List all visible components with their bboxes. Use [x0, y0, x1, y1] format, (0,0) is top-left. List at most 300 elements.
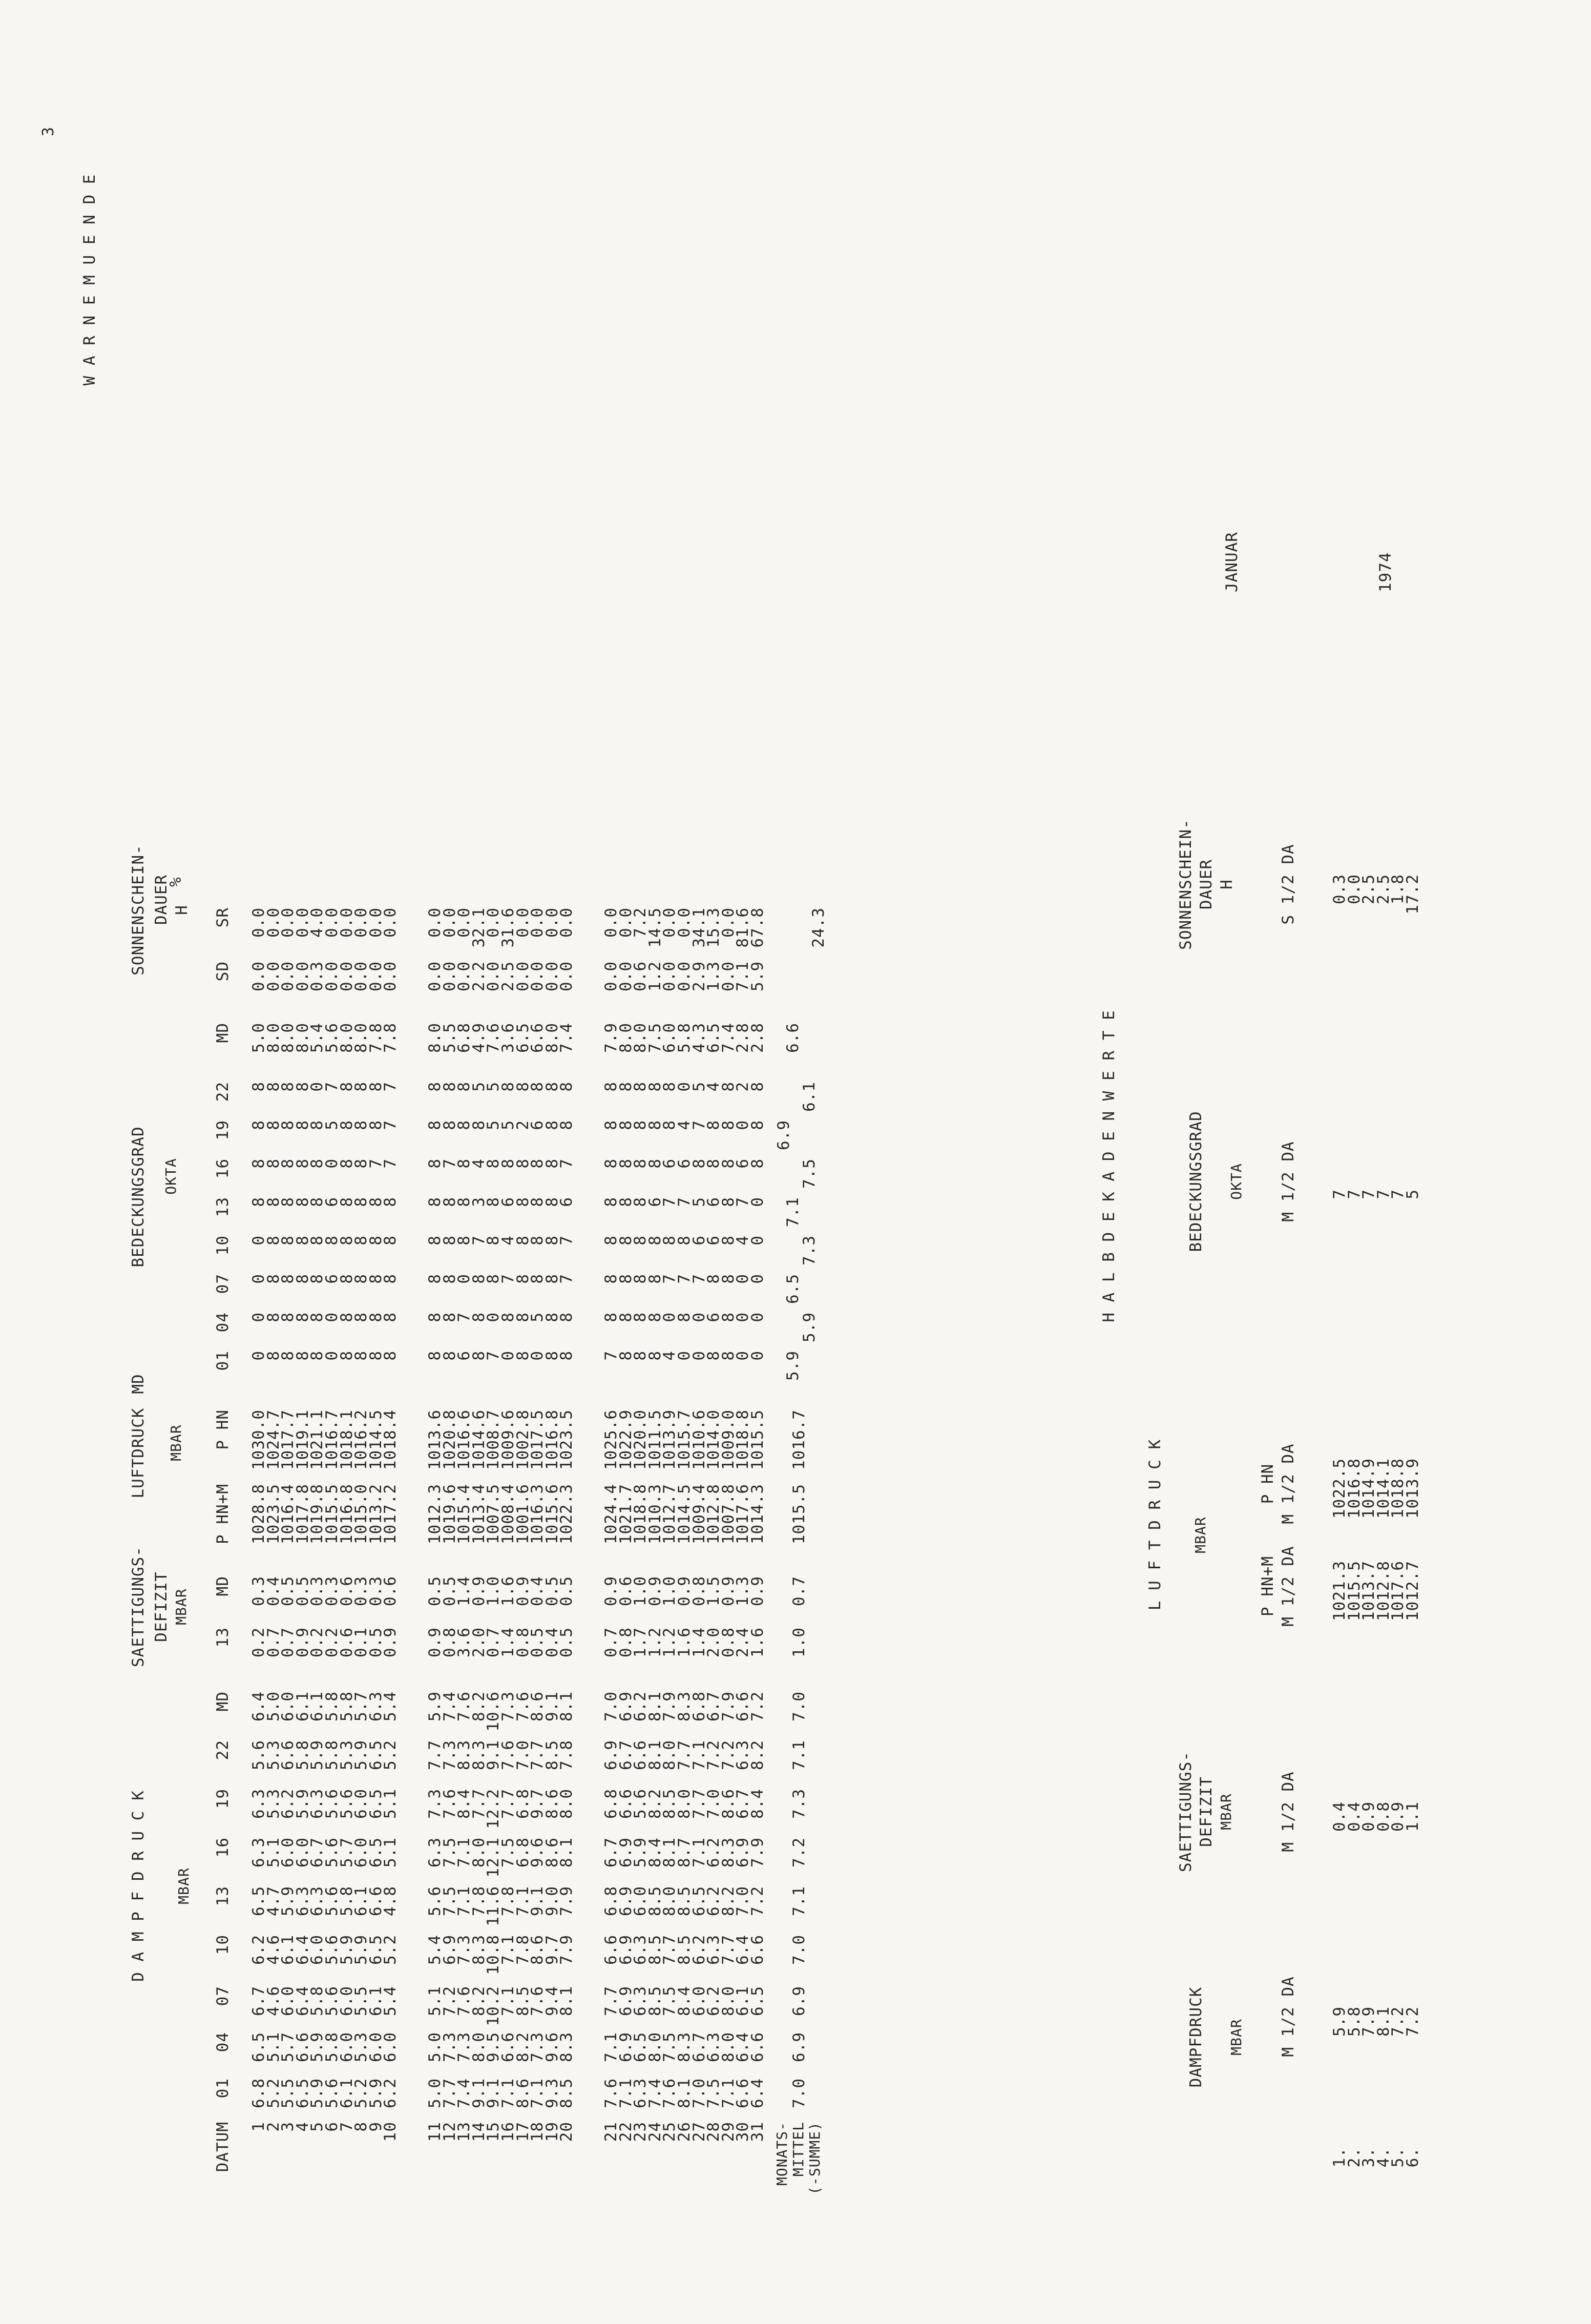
bedeckung-value: 8 [704, 1158, 723, 1169]
bedeckung-value: 0 [675, 1351, 694, 1361]
luftdruck-value: 1012.3 [426, 1484, 444, 1544]
dampfdruck-value: 6.1 [279, 1935, 298, 1965]
bedeckung-value: 8 [249, 1197, 268, 1207]
dampfdruck-value: 6.5 [293, 2078, 312, 2108]
dampfdruck-value: 5.2 [352, 2078, 371, 2108]
hd-col-phn-2: M 1/2 DA [1279, 1443, 1297, 1524]
bedeckung-value: 8 [528, 1274, 547, 1284]
sonne-value: 0.0 [660, 961, 679, 991]
bedeckung-value: 5 [528, 1312, 547, 1322]
row-datum: 19 [542, 2122, 561, 2142]
bedeckung-value: 8 [645, 1120, 664, 1130]
saett-value: 2.4 [734, 1627, 752, 1657]
luftdruck-value: 1015.6 [542, 1484, 561, 1544]
dampfdruck-value: 7.3 [455, 1935, 474, 1965]
saett-value: 0.7 [602, 1627, 620, 1657]
dampfdruck-value: 7.3 [426, 1789, 444, 1819]
bedeckung-value: 7 [660, 1274, 679, 1284]
dampfdruck-value: 7.0 [602, 1691, 620, 1721]
dampfdruck-value: 7.3 [499, 1691, 517, 1721]
dampfdruck-value: 7.7 [675, 1740, 694, 1770]
dampfdruck-value: 5.1 [264, 1837, 283, 1868]
luftdruck-value: 1023.5 [557, 1409, 576, 1470]
dampfdruck-value: 10.6 [484, 1691, 503, 1732]
hd-group-saettigungsdefizit-2: DEFIZIT [1197, 1776, 1216, 1847]
bedeckung-value: 8 [675, 1235, 694, 1246]
bedeckung-value: 6 [675, 1158, 694, 1169]
bedeckung-value: 8 [542, 1235, 561, 1246]
dampfdruck-value: 7.0 [704, 1789, 723, 1819]
luftdruck-value: 1015.5 [323, 1484, 341, 1544]
row-datum: 22 [616, 2122, 635, 2142]
dampfdruck-value: 6.8 [249, 2078, 268, 2108]
bedeckung-value: 8 [660, 1082, 679, 1092]
bedeckung-value: 8 [602, 1158, 620, 1169]
dampfdruck-value: 5.6 [323, 2078, 341, 2108]
dampfdruck-value: 6.2 [631, 1691, 650, 1721]
bedeckung-value: 8 [381, 1274, 400, 1284]
hd-unit-dampfdruck: MBAR [1228, 2019, 1245, 2056]
dampfdruck-value: 5.2 [381, 1935, 400, 1965]
bedeckung-value: 7 [366, 1158, 385, 1169]
bedeckung-value: 8 [352, 1235, 371, 1246]
dampfdruck-value: 8.3 [557, 2032, 576, 2062]
hd-dampfdruck-value: 7.2 [1389, 2006, 1408, 2037]
dampfdruck-value: 6.9 [616, 1691, 635, 1721]
dampfdruck-value: 7.7 [719, 1935, 738, 1965]
bedeckung-md-value: 8.0 [264, 1023, 283, 1053]
bedeckung-md-value: 8.0 [293, 1023, 312, 1053]
dampfdruck-value: 8.5 [675, 1935, 694, 1965]
luftdruck-value: 1016.8 [542, 1409, 561, 1470]
luftdruck-value: 1015.0 [352, 1484, 371, 1544]
dampfdruck-value: 7.4 [440, 1691, 459, 1721]
luftdruck-value: 1009.0 [719, 1409, 738, 1470]
bedeckung-value: 8 [308, 1158, 327, 1169]
dampfdruck-value: 6.9 [602, 1740, 620, 1770]
bedeckung-value: 8 [748, 1120, 767, 1130]
sonne-value: 0.0 [513, 961, 532, 991]
bedeckung-md-value: 4.9 [469, 1023, 488, 1053]
sonne-value: 81.6 [734, 907, 752, 948]
saett-value: 0.8 [513, 1627, 532, 1657]
saett-value: 0.3 [366, 1576, 385, 1606]
bedeckung-value: 8 [293, 1312, 312, 1322]
luftdruck-value: 1014.5 [366, 1409, 385, 1470]
dampfdruck-value: 5.3 [264, 1740, 283, 1770]
dampfdruck-value: 6.2 [279, 1789, 298, 1819]
luftdruck-value: 1009.4 [689, 1484, 708, 1544]
dampfdruck-value: 7.8 [557, 1740, 576, 1770]
bedeckung-value: 0 [748, 1312, 767, 1322]
saett-value: 1.7 [631, 1627, 650, 1657]
luftdruck-value: 1017.8 [293, 1484, 312, 1544]
dampfdruck-value: 5.7 [337, 1837, 356, 1868]
row-datum: 13 [455, 2122, 474, 2142]
bedeckung-value: 8 [308, 1235, 327, 1246]
saett-value: 0.3 [249, 1576, 268, 1606]
bedeckung-value: 5 [469, 1082, 488, 1092]
bedeckung-value: 8 [631, 1120, 650, 1130]
luftdruck-value: 1016.7 [323, 1409, 341, 1470]
luftdruck-value: 1015.7 [675, 1409, 694, 1470]
dampfdruck-value: 6.1 [352, 1886, 371, 1916]
bedeckung-md-value: 8.0 [542, 1023, 561, 1053]
bedeckung-value: 8 [426, 1235, 444, 1246]
dampfdruck-value: 6.7 [734, 1789, 752, 1819]
bedeckung-value: 8 [337, 1197, 356, 1207]
bedeckung-value: 6 [704, 1197, 723, 1207]
dampfdruck-value: 4.6 [264, 1986, 283, 2016]
saett-value: 0.9 [675, 1576, 694, 1606]
dampfdruck-value: 8.5 [660, 1789, 679, 1819]
dampfdruck-value: 6.3 [631, 2078, 650, 2108]
group-bedeckungsgrad: BEDECKUNGSGRAD [129, 1126, 148, 1268]
bedeckung-value: 8 [249, 1082, 268, 1092]
row-datum: 1 [249, 2122, 268, 2132]
hd-phn-value: 1014.9 [1359, 1458, 1378, 1519]
dampfdruck-value: 8.4 [455, 1789, 474, 1819]
bedeckung-value: 8 [366, 1312, 385, 1322]
dampfdruck-value: 8.6 [542, 1837, 561, 1868]
hd-phn-value: 1018.8 [1389, 1458, 1408, 1519]
sonne-value: 0.0 [528, 961, 547, 991]
col-datum: DATUM [214, 2122, 232, 2172]
dampfdruck-value: 8.1 [645, 1691, 664, 1721]
dampfdruck-value: 6.1 [734, 1986, 752, 2016]
dampfdruck-value: 6.3 [426, 1837, 444, 1868]
dampfdruck-value: 8.3 [469, 1740, 488, 1770]
sonne-value: 0.0 [249, 907, 268, 938]
bedeckung-md-value: 8.0 [352, 1023, 371, 1053]
luftdruck-value: 1010.3 [645, 1484, 664, 1544]
row-datum: 26 [675, 2122, 694, 2142]
bedeckung-value: 8 [440, 1197, 459, 1207]
saett-value: 0.8 [689, 1576, 708, 1606]
dampfdruck-value: 6.7 [616, 1740, 635, 1770]
dampfdruck-value: 7.6 [440, 1789, 459, 1819]
sonne-value: 0.0 [426, 907, 444, 938]
row-datum: 3 [279, 2122, 298, 2132]
saett-value: 1.0 [660, 1576, 679, 1606]
bedeckung-value: 8 [616, 1312, 635, 1322]
bedeckung-value: 2 [734, 1082, 752, 1092]
saett-value: 0.9 [293, 1627, 312, 1657]
bedeckung-value: 6 [323, 1197, 341, 1207]
summary-label: (-SUMME) [806, 2122, 823, 2195]
sonne-value: 0.0 [381, 907, 400, 938]
bedeckung-value: 8 [660, 1120, 679, 1130]
dampfdruck-value: 7.7 [528, 1740, 547, 1770]
row-datum: 23 [631, 2122, 650, 2142]
hd-sonne-value: 0.0 [1345, 874, 1364, 904]
bedeckung-value: 8 [352, 1312, 371, 1322]
bedeckung-value: 6 [660, 1158, 679, 1169]
bedeckung-value: 8 [426, 1158, 444, 1169]
bedeckung-value: 8 [542, 1312, 561, 1322]
dampfdruck-value: 6.0 [381, 2032, 400, 2062]
dampfdruck-value: 7.1 [455, 1837, 474, 1868]
sonne-value: 0.0 [366, 961, 385, 991]
luftdruck-value: 1023.5 [264, 1484, 283, 1544]
dampfdruck-value: 5.8 [323, 1691, 341, 1721]
dampfdruck-value: 8.7 [675, 1837, 694, 1868]
hd-row-number: 5. [1389, 2147, 1408, 2168]
bedeckung-value: 7 [323, 1082, 341, 1092]
bedeckung-value: 0 [675, 1082, 694, 1092]
bedeckung-value: 8 [602, 1120, 620, 1130]
bedeckung-value: 8 [293, 1274, 312, 1284]
bedeckung-value: 8 [557, 1120, 576, 1130]
dampfdruck-value: 5.8 [323, 1740, 341, 1770]
dampfdruck-value: 6.0 [352, 1789, 371, 1819]
col-saett-MD: MD [214, 1576, 232, 1596]
sonne-value: 0.0 [675, 907, 694, 938]
summary-dampfdruck: 7.0 [789, 2078, 808, 2108]
bedeckung-value: 8 [616, 1082, 635, 1092]
dampfdruck-value: 4.8 [381, 1886, 400, 1916]
bedeckung-value: 8 [264, 1351, 283, 1361]
dampfdruck-value: 6.0 [293, 1837, 312, 1868]
dampfdruck-value: 7.5 [660, 2032, 679, 2062]
dampfdruck-value: 5.9 [337, 1935, 356, 1965]
col-dampfdruck-13: 13 [214, 1886, 232, 1906]
dampfdruck-value: 6.8 [689, 1691, 708, 1721]
bedeckung-value: 8 [337, 1312, 356, 1322]
bedeckung-value: 7 [440, 1158, 459, 1169]
year-label: 1974 [1376, 552, 1395, 592]
dampfdruck-value: 5.9 [293, 1789, 312, 1819]
dampfdruck-value: 9.4 [542, 1986, 561, 2016]
sonne-value: 1.3 [704, 961, 723, 991]
dampfdruck-value: 6.0 [279, 1986, 298, 2016]
sonne-value: 0.0 [293, 961, 312, 991]
dampfdruck-value: 7.1 [499, 1935, 517, 1965]
bedeckung-value: 7 [734, 1197, 752, 1207]
bedeckung-value: 8 [528, 1158, 547, 1169]
sonne-value: 0.0 [484, 907, 503, 938]
summary-dampfdruck: 7.0 [789, 1935, 808, 1965]
bedeckung-value: 8 [542, 1158, 561, 1169]
dampfdruck-value: 7.4 [455, 2078, 474, 2108]
dampfdruck-value: 6.0 [689, 1986, 708, 2016]
halbdekaden-title: H A L B D E K A D E N W E R T E [1100, 1010, 1118, 1322]
dampfdruck-value: 7.2 [748, 1886, 767, 1916]
summary-luftdruck: 1015.5 [789, 1484, 808, 1544]
bedeckung-value: 8 [645, 1082, 664, 1092]
luftdruck-value: 1024.4 [602, 1484, 620, 1544]
dampfdruck-value: 7.9 [557, 1886, 576, 1916]
col-bedeckung-10: 10 [214, 1235, 232, 1256]
bedeckung-md-value: 3.6 [499, 1023, 517, 1053]
bedeckung-value: 0 [748, 1351, 767, 1361]
bedeckung-md-value: 8.0 [426, 1023, 444, 1053]
bedeckung-value: 8 [469, 1120, 488, 1130]
saett-value: 0.7 [264, 1627, 283, 1657]
dampfdruck-value: 7.8 [469, 1886, 488, 1916]
bedeckung-value: 8 [542, 1197, 561, 1207]
sonne-value: 0.0 [455, 961, 474, 991]
dampfdruck-value: 6.0 [308, 1935, 327, 1965]
row-datum: 17 [513, 2122, 532, 2142]
summary-dampfdruck: 7.1 [789, 1886, 808, 1916]
bedeckung-value: 8 [337, 1120, 356, 1130]
dampfdruck-value: 9.1 [469, 2078, 488, 2108]
bedeckung-value: 8 [264, 1274, 283, 1284]
bedeckung-value: 8 [455, 1235, 474, 1246]
saett-value: 0.5 [557, 1576, 576, 1606]
bedeckung-value: 8 [602, 1274, 620, 1284]
dampfdruck-value: 9.5 [484, 2032, 503, 2062]
bedeckung-value: 0 [689, 1312, 708, 1322]
row-datum: 15 [484, 2122, 503, 2142]
bedeckung-md-value: 5.6 [323, 1023, 341, 1053]
dampfdruck-value: 7.4 [645, 2078, 664, 2108]
luftdruck-value: 1017.6 [734, 1484, 752, 1544]
luftdruck-value: 1017.2 [381, 1484, 400, 1544]
row-datum: 16 [499, 2122, 517, 2142]
bedeckung-value: 8 [499, 1312, 517, 1322]
group-saettigungsdefizit: SAETTIGUNGS- [129, 1546, 148, 1667]
saett-value: 1.6 [675, 1627, 694, 1657]
hd-bedeckung-value: 7 [1359, 1189, 1378, 1199]
dampfdruck-value: 8.5 [645, 1935, 664, 1965]
sonne-value: 2.5 [499, 961, 517, 991]
bedeckung-value: 8 [719, 1082, 738, 1092]
bedeckung-value: 8 [748, 1082, 767, 1092]
dampfdruck-value: 7.6 [660, 2078, 679, 2108]
bedeckung-value: 6 [528, 1120, 547, 1130]
dampfdruck-value: 6.2 [704, 1837, 723, 1868]
bedeckung-value: 8 [308, 1274, 327, 1284]
dampfdruck-value: 5.0 [426, 2078, 444, 2108]
hd-dampfdruck-value: 5.9 [1330, 2006, 1349, 2037]
row-datum: 27 [689, 2122, 708, 2142]
bedeckung-value: 4 [660, 1351, 679, 1361]
bedeckung-value: 8 [542, 1274, 561, 1284]
hd-saett-value: 0.4 [1330, 1801, 1349, 1832]
saett-value: 1.4 [499, 1627, 517, 1657]
hd-bedeckung-value: 7 [1345, 1189, 1364, 1199]
dampfdruck-value: 8.0 [675, 1789, 694, 1819]
bedeckung-value: 8 [308, 1351, 327, 1361]
row-datum: 2 [264, 2122, 283, 2132]
bedeckung-value: 8 [557, 1351, 576, 1361]
hd-phnm-value: 1012.7 [1404, 1561, 1422, 1621]
dampfdruck-value: 6.3 [631, 1935, 650, 1965]
sonne-value: 0.0 [542, 907, 561, 938]
dampfdruck-value: 6.5 [748, 1986, 767, 2016]
row-datum: 9 [366, 2122, 385, 2132]
bedeckung-value: 8 [484, 1158, 503, 1169]
row-datum: 4 [293, 2122, 312, 2132]
saett-value: 0.9 [469, 1576, 488, 1606]
saett-value: 2.0 [704, 1627, 723, 1657]
bedeckung-md-value: 2.8 [734, 1023, 752, 1053]
bedeckung-value: 8 [352, 1274, 371, 1284]
hd-saett-value: 0.9 [1389, 1801, 1408, 1832]
sonne-value: 0.0 [366, 907, 385, 938]
bedeckung-value: 2 [513, 1120, 532, 1130]
dampfdruck-value: 7.1 [528, 2078, 547, 2108]
dampfdruck-value: 5.3 [264, 1789, 283, 1819]
sonne-value: 0.0 [352, 961, 371, 991]
hd-group-sonnenschein-2: DAUER [1197, 859, 1216, 910]
dampfdruck-value: 5.1 [381, 1837, 400, 1868]
saett-value: 0.9 [381, 1627, 400, 1657]
bedeckung-value: 8 [631, 1312, 650, 1322]
luftdruck-value: 1012.7 [660, 1484, 679, 1544]
dampfdruck-value: 6.5 [689, 1886, 708, 1916]
saett-value: 0.9 [513, 1576, 532, 1606]
bedeckung-value: 8 [381, 1312, 400, 1322]
dampfdruck-value: 10.8 [484, 1935, 503, 1975]
luftdruck-value: 1018.8 [734, 1409, 752, 1470]
group-sonnenschein: SONNENSCHEIN- [129, 844, 148, 976]
bedeckung-value: 8 [645, 1312, 664, 1322]
bedeckung-md-value: 7.5 [645, 1023, 664, 1053]
hd-row-number: 1. [1330, 2147, 1349, 2168]
bedeckung-value: 4 [704, 1082, 723, 1092]
dampfdruck-value: 5.6 [249, 1740, 268, 1770]
hd-dampfdruck-value: 8.1 [1374, 2006, 1393, 2037]
bedeckung-value: 7 [455, 1312, 474, 1322]
hd-saett-value: 0.9 [1359, 1801, 1378, 1832]
dampfdruck-value: 8.2 [469, 1691, 488, 1721]
saett-value: 0.4 [264, 1576, 283, 1606]
luftdruck-value: 1014.3 [748, 1484, 767, 1544]
saett-value: 0.5 [542, 1576, 561, 1606]
sonne-value: 0.0 [323, 907, 341, 938]
bedeckung-value: 4 [469, 1158, 488, 1169]
summary-saett: 0.7 [789, 1576, 808, 1606]
dampfdruck-value: 7.1 [616, 2078, 635, 2108]
dampfdruck-value: 7.1 [689, 1740, 708, 1770]
dampfdruck-value: 7.3 [455, 2032, 474, 2062]
dampfdruck-value: 6.1 [337, 2078, 356, 2108]
hd-col-phn-1: P HN [1259, 1463, 1277, 1504]
col-dampfdruck-19: 19 [214, 1789, 232, 1809]
dampfdruck-value: 6.6 [748, 1935, 767, 1965]
dampfdruck-value: 9.7 [528, 1789, 547, 1819]
saett-value: 0.2 [249, 1627, 268, 1657]
dampfdruck-value: 7.1 [499, 1986, 517, 2016]
sonne-value: 0.0 [557, 961, 576, 991]
dampfdruck-value: 8.6 [528, 1691, 547, 1721]
sonne-value: 0.3 [308, 961, 327, 991]
hd-row-number: 2. [1345, 2147, 1364, 2168]
dampfdruck-value: 5.2 [381, 1740, 400, 1770]
bedeckung-value: 8 [499, 1158, 517, 1169]
hd-saett-value: 0.8 [1374, 1801, 1393, 1832]
dampfdruck-value: 5.6 [426, 1886, 444, 1916]
col-bedeckung-16: 16 [214, 1158, 232, 1179]
dampfdruck-value: 6.6 [748, 2032, 767, 2062]
bedeckung-md-value: 8.0 [631, 1023, 650, 1053]
sonne-value: 2.9 [689, 961, 708, 991]
hd-dampfdruck-value: 7.2 [1404, 2006, 1422, 2037]
bedeckung-value: 8 [513, 1235, 532, 1246]
luftdruck-value: 1019.1 [293, 1409, 312, 1470]
dampfdruck-value: 7.7 [602, 1986, 620, 2016]
dampfdruck-value: 7.8 [499, 1886, 517, 1916]
summary-label: MITTEL [789, 2122, 807, 2177]
group-dampfdruck: D A M P F D R U C K [129, 1790, 148, 1982]
bedeckung-value: 6 [323, 1274, 341, 1284]
dampfdruck-value: 6.5 [631, 2032, 650, 2062]
luftdruck-value: 1013.9 [660, 1409, 679, 1470]
col-dampfdruck-10: 10 [214, 1935, 232, 1955]
